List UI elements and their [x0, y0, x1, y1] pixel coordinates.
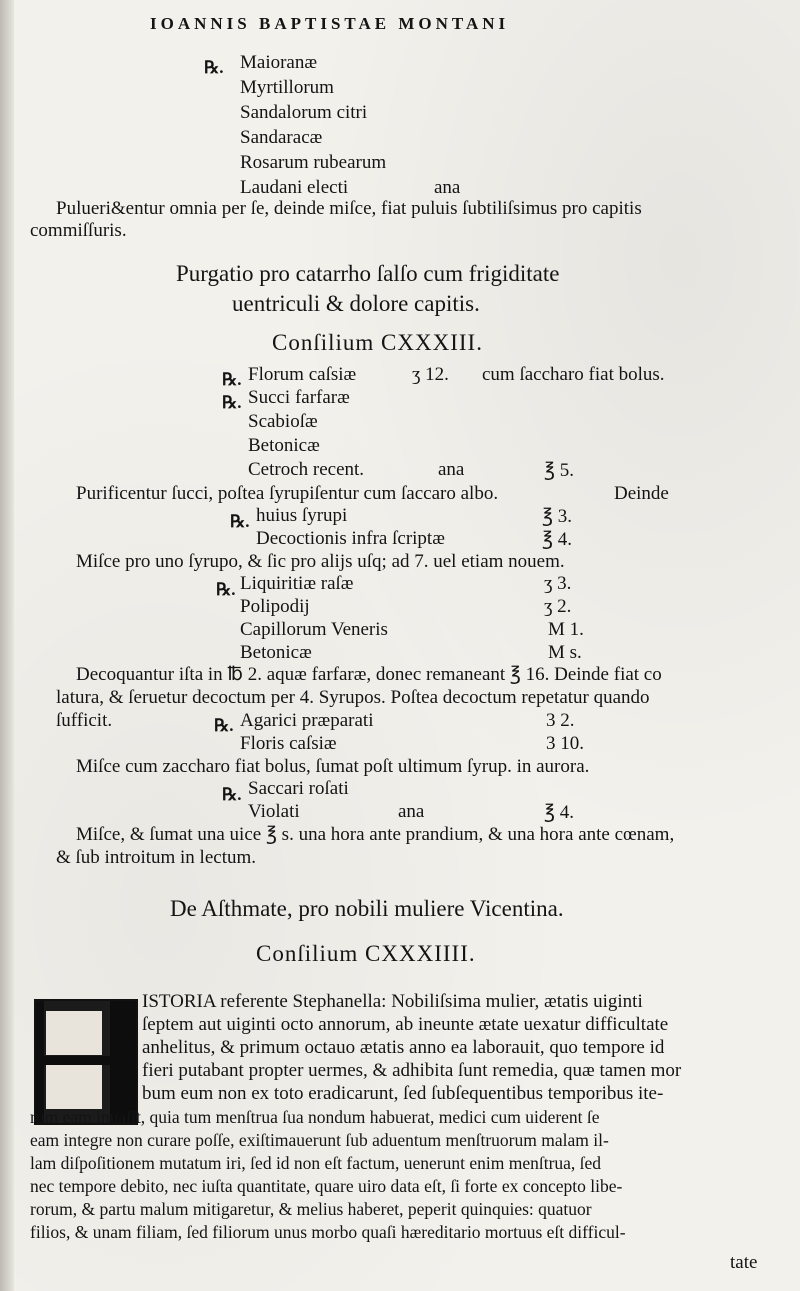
recipe-symbol: ℞. [222, 393, 242, 412]
recipe-symbol: ℞. [222, 785, 242, 804]
quantity: ʒ 12. [412, 364, 449, 385]
ingredient: Betonicæ [248, 435, 320, 456]
text-line: fieri putabant propter uermes, & adhibita ſunt remedia, quæ tamen mor [142, 1060, 682, 1081]
text-line: rorum, & partu malum mitigaretur, & melius haberet, peperit quinquies: quatuor [30, 1199, 592, 1219]
recipe-symbol: ℞. [216, 580, 236, 599]
text-line: Miſce pro uno ſyrupo, & ſic pro alijs uſq; ad 7. uel etiam nouem. [76, 551, 565, 572]
quantity: ℥ 5. [544, 460, 574, 481]
text-line: Pulueri&entur omnia per ſe, deinde miſce, fiat puluis ſubtiliſsimus pro capitis [56, 198, 642, 219]
text-line: latura, & ſeruetur decoctum per 4. Syrupos. Poſtea decoctum repetatur quando [56, 687, 650, 708]
text-line: commiſſuris. [30, 220, 127, 241]
text-line: Decoquantur iſta in ℔ 2. aquæ farfaræ, donec remaneant ℥ 16. Deinde fiat co [76, 664, 662, 685]
text-line: nec tempore debito, nec iuſta quantitate, quare uiro data eſt, ſi forte ex concepto libe- [30, 1176, 623, 1196]
ana-label: ana [398, 801, 425, 822]
section-title: De Aſthmate, pro nobili muliere Vicentina. [170, 896, 564, 921]
text-line: ſufficit. [56, 710, 113, 731]
ingredient: Myrtillorum [240, 77, 334, 98]
text-line: ISTORIA referente Stephanella: Nobiliſsima mulier, ætatis uiginti [142, 991, 643, 1012]
quantity: M 1. [548, 619, 584, 640]
ingredient: Saccari roſati [248, 778, 349, 799]
initial-ornament [46, 1011, 102, 1055]
ingredient: Florum caſsiæ [248, 364, 357, 385]
quantity: ʒ 3. [544, 573, 572, 594]
running-header: IOANNIS BAPTISTAE MONTANI [150, 14, 510, 33]
text-line: Deinde [614, 483, 669, 504]
quantity: M s. [548, 642, 582, 663]
ingredient: Decoctionis infra ſcriptæ [256, 528, 445, 549]
consilium-heading: Conſilium CXXXIII. [272, 330, 483, 355]
ingredient: Sandalorum citri [240, 102, 368, 123]
ingredient: huius ſyrupi [256, 505, 348, 526]
text-line: Miſce, & ſumat una uice ℥ s. una hora ante prandium, & una hora ante cœnam, [76, 824, 675, 845]
recipe-symbol: ℞. [222, 370, 242, 389]
ingredient: Liquiritiæ raſæ [240, 573, 354, 594]
quantity: ℥ 4. [542, 529, 572, 550]
text-line: eam integre non curare poſſe, exiſtimauerunt ſub aduentum menſtruorum malam il- [30, 1130, 609, 1150]
ingredient: Rosarum rubearum [240, 152, 387, 173]
ingredient: Maioranæ [240, 52, 318, 73]
text-line: filios, & unam filiam, ſed filiorum unus morbo quaſi hæreditario mortuus eſt difficul- [30, 1222, 626, 1242]
quantity: ℥ 3. [542, 506, 572, 527]
ingredient: Polipodij [240, 596, 310, 617]
ana-label: ana [438, 459, 465, 480]
catchword: tate [730, 1252, 758, 1273]
initial-ornament [46, 1065, 102, 1109]
section-title: Purgatio pro catarrho ſalſo cum frigiditate [176, 261, 560, 286]
ingredient: Laudani electi [240, 177, 349, 198]
text-line: ſeptem aut uiginti octo annorum, ab ineunte ætate uexatur difficultate [142, 1014, 669, 1035]
text-line: lam diſpoſitionem mutatum iri, ſed id non eſt factum, uenerunt enim menſtrua, ſed [30, 1153, 602, 1173]
ana-label: ana [434, 177, 461, 198]
text-line: Miſce cum zaccharo fiat bolus, ſumat poſt ultimum ſyrup. in aurora. [76, 756, 590, 777]
ingredient: Cetroch recent. [248, 459, 365, 480]
quantity: 3 10. [546, 733, 584, 754]
text-line: bum eum non ex toto eradicarunt, ſed ſubſequentibus temporibus ite- [142, 1083, 664, 1104]
page-gutter-shadow [0, 0, 14, 1291]
ingredient: Scabioſæ [248, 411, 318, 432]
ingredient: Violati [248, 801, 300, 822]
quantity: ʒ 2. [544, 596, 572, 617]
consilium-heading: Conſilium CXXXIIII. [256, 941, 476, 966]
ingredient: Agarici præparati [240, 710, 374, 731]
text-line: Purificentur ſucci, poſtea ſyrupiſentur cum ſaccaro albo. [76, 483, 499, 504]
ingredient: Sandaracæ [240, 127, 323, 148]
initial-stroke [36, 1001, 44, 1123]
ingredient: Betonicæ [240, 642, 312, 663]
ingredient: Capillorum Veneris [240, 619, 388, 640]
text-line: anhelitus, & primum octauo ætatis anno ea laborauit, quo tempore id [142, 1037, 665, 1058]
recipe-symbol: ℞. [230, 512, 250, 531]
quantity: 3 2. [546, 710, 575, 731]
recipe-symbol: ℞. [204, 58, 224, 77]
section-title: uentriculi & dolore capitis. [232, 291, 480, 316]
initial-crossbar [44, 1056, 110, 1065]
initial-stroke [110, 1001, 136, 1123]
text-line: & ſub introitum in lectum. [56, 847, 257, 868]
ingredient: Succi farfaræ [248, 387, 350, 408]
quantity: ℥ 4. [544, 802, 574, 823]
note: cum ſaccharo fiat bolus. [482, 364, 665, 385]
text-line: rum eam inuaſit, quia tum menſtrua ſua nondum habuerat, medici cum uiderent ſe [30, 1107, 600, 1127]
ingredient: Floris caſsiæ [240, 733, 337, 754]
recipe-symbol: ℞. [214, 716, 234, 735]
